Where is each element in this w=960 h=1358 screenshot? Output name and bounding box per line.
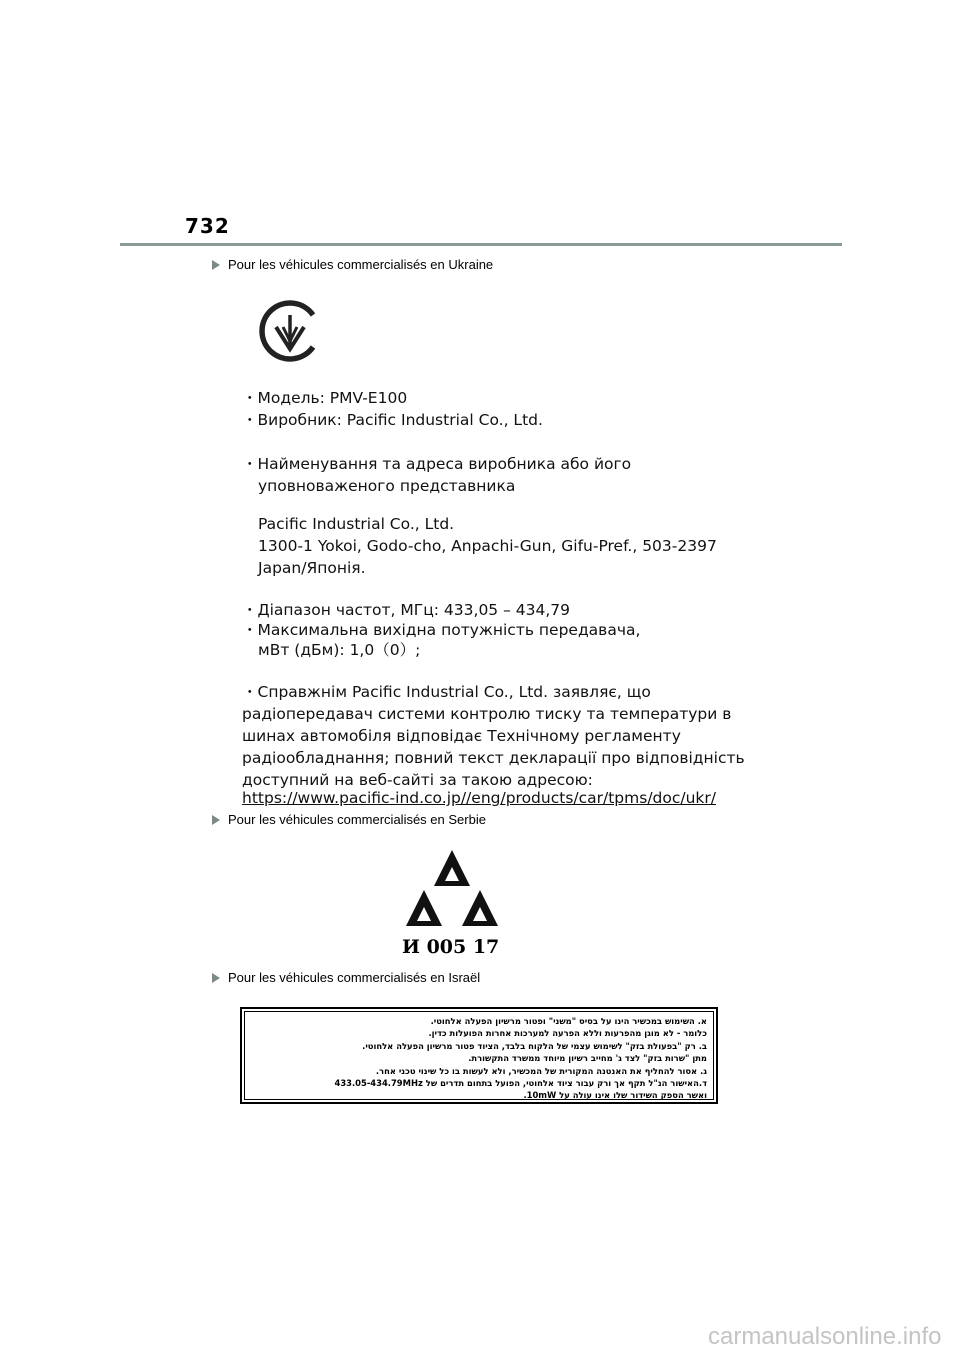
bullet-arrow-icon: [212, 973, 220, 983]
bullet-arrow-icon: [212, 815, 220, 825]
section-heading-serbia: [212, 812, 486, 827]
ua-manufacturer-line: ・Виробник: Pacific Industrial Co., Ltd.: [242, 411, 543, 429]
section-heading-ukraine: [212, 257, 493, 272]
serbia-certification-code: И 005 17: [402, 936, 500, 958]
bullet-arrow-icon: [212, 260, 220, 270]
il-line-7: ואשר הספק השידור שלו אינו עולה על 10mW.: [523, 1090, 707, 1101]
israel-certification-label: [240, 1007, 718, 1104]
ua-power-line: ・Максимальна вихідна потужність передавача,: [242, 621, 641, 639]
ua-declaration-line-2: радіопередавач системи контролю тиску та температури в: [242, 705, 732, 723]
section-heading-ukraine-text: Pour les véhicules commercialisés en Ukraine: [228, 257, 494, 272]
ua-declaration-line-4: радіообладнання; повний текст декларації про відповідність: [242, 749, 745, 767]
ua-declaration-link[interactable]: https://www.pacific-ind.co.jp//eng/products/car/tpms/doc/ukr/: [242, 789, 717, 807]
il-line-5: ג. אסור להחליף את האנטנה המקורית של המכשיר, ולא לעשות בו כל שינוי טכני אחר.: [375, 1065, 707, 1076]
il-line-4: מתן "שרות בזק" לצד ג' מחייב רשיון מיוחד ממשרד התקשורת.: [468, 1053, 707, 1064]
ua-representative-line-2: уповноваженого представника: [258, 477, 516, 495]
ua-representative-line: ・Найменування та адреса виробника або його: [242, 455, 632, 473]
il-line-2: כלומר - לא מוגן מהפרעות וללא הפרעה למערכות אחרות הפועלות כדין.: [428, 1028, 707, 1039]
il-line-3: ב. רק "בפעולת בזק" לשימוש עצמי של הלקוח בלבד, הציוד פטור מרשיון הפעלה אלחוטי.: [362, 1040, 707, 1051]
ua-model-line: ・Модель: PMV-E100: [242, 389, 408, 407]
header-rule: [120, 243, 842, 246]
il-line-6: ד.האישור הנ"ל תקף אך ורק עבור ציוד אלחוטי, הפועל בתחום תדרים של 433.05-434.79MHz: [334, 1078, 707, 1089]
ua-power-value-line: мВт (дБм): 1,0（0）;: [258, 641, 421, 659]
serbia-conformity-mark-icon: [398, 848, 506, 930]
section-heading-israel-text: Pour les véhicules commercialisés en Israël: [228, 970, 481, 985]
ua-country-line: Japan/Японія.: [258, 559, 366, 577]
ua-declaration-line-5: доступний на веб-сайті за такою адресою:: [242, 771, 593, 789]
site-watermark: carmanualsonline.info: [708, 1323, 942, 1350]
il-line-1: א. השימוש במכשיר הינו על בסיס "משני" ופטור מרשיון הפעלה אלחוטי.: [430, 1016, 707, 1026]
section-heading-serbia-text: Pour les véhicules commercialisés en Serbie: [228, 812, 486, 827]
ua-declaration-line-1: ・Справжнім Pacific Industrial Co., Ltd. заявляє, що: [242, 683, 651, 701]
ua-frequency-line: ・Діапазон частот, МГц: 433,05 – 434,79: [242, 601, 571, 619]
page-number: 732: [185, 214, 230, 238]
ua-address-line: 1300-1 Yokoi, Godo-cho, Anpachi-Gun, Gifu-Pref., 503-2397: [258, 537, 717, 555]
ukraine-conformity-mark-icon: [256, 297, 324, 365]
ua-declaration-line-3: шинах автомобіля відповідає Технічному регламенту: [242, 727, 681, 745]
ukraine-certification-label: [232, 281, 745, 810]
ua-company-line: Pacific Industrial Co., Ltd.: [258, 515, 455, 533]
section-heading-israel: [212, 970, 480, 985]
